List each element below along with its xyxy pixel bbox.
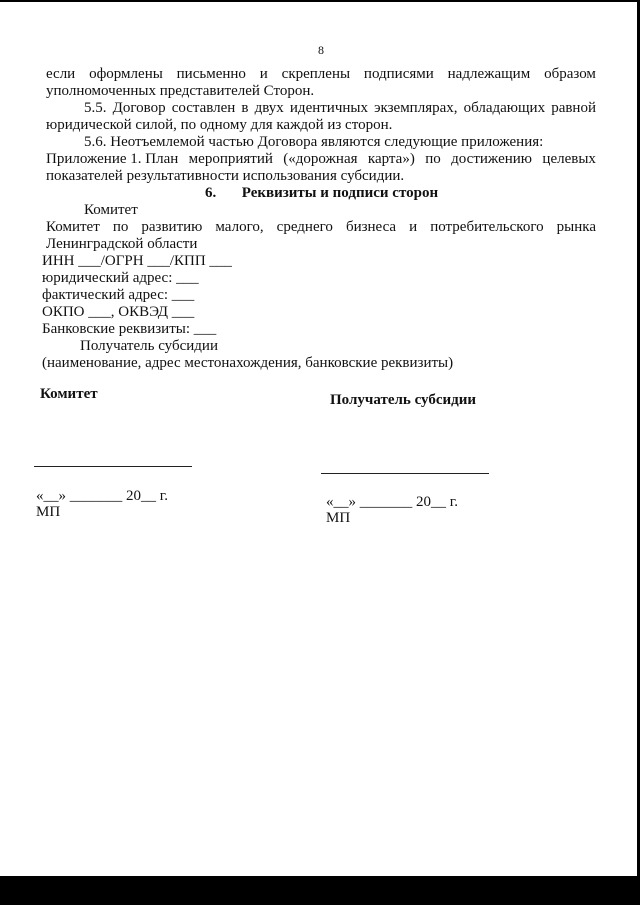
word: скреплены (281, 66, 351, 82)
word: двух (254, 100, 284, 116)
word: Комитет (46, 219, 100, 235)
word: малого, (215, 219, 264, 235)
p55-line1 (84, 101, 596, 116)
word: оформлены (89, 66, 163, 82)
inn-line: ИНН ___/ОГРН ___/КПП ___ (42, 253, 232, 269)
appendix-line2: показателей результативности использования субсидии. (46, 168, 405, 184)
appendix-line1 (46, 152, 596, 167)
word: по (425, 151, 441, 167)
committee-name-line2: Ленинградской области (46, 236, 198, 252)
committee-heading: Комитет (84, 202, 138, 218)
word: целевых (542, 151, 596, 167)
legal-address: юридический адрес: ___ (42, 270, 199, 286)
actual-address: фактический адрес: ___ (42, 287, 195, 303)
page-number: 8 (318, 43, 324, 57)
word: потребительского (430, 219, 544, 235)
scan-top-edge (0, 0, 640, 2)
word: обладающих (463, 100, 546, 116)
para1-line1 (46, 67, 596, 82)
word: письменно (176, 66, 246, 82)
word: среднего (276, 219, 333, 235)
section-number: 6. (205, 185, 217, 201)
sign-right-label: Получатель субсидии (330, 392, 477, 408)
section-title: Реквизиты и подписи сторон (241, 185, 439, 201)
committee-name-line1 (46, 220, 596, 235)
recipient-note: (наименование, адрес местонахождения, банковские реквизиты) (42, 355, 454, 371)
word: 5.5. (84, 100, 107, 116)
word: идентичных (289, 100, 368, 116)
word: и (259, 66, 268, 82)
signature-line-right (321, 473, 489, 474)
stamp-right: МП (326, 510, 351, 526)
word: составлен (171, 100, 236, 116)
word: подписями (363, 66, 434, 82)
word: мероприятий (188, 151, 273, 167)
word: экземплярах, (374, 100, 458, 116)
word: Приложение 1. План (46, 151, 179, 167)
word: если (46, 66, 76, 82)
word: («дорожная (283, 151, 358, 167)
sign-left-label: Комитет (40, 386, 98, 402)
word: равной (551, 100, 596, 116)
word: Договор (112, 100, 166, 116)
recipient-heading: Получатель субсидии (80, 338, 218, 354)
word: рынка (556, 219, 596, 235)
stamp-left: МП (36, 504, 61, 520)
word: карта») (367, 151, 415, 167)
word: в (241, 100, 249, 116)
word: бизнеса (345, 219, 397, 235)
para1-line2: уполномоченных представителей Сторон. (46, 83, 315, 99)
bank-details: Банковские реквизиты: ___ (42, 321, 217, 337)
word: развитию (141, 219, 203, 235)
date-left: «__» _______ 20__ г. (36, 488, 168, 504)
p56-line1: 5.6. Неотъемлемой частью Договора являются следующие приложения: (84, 134, 544, 150)
word: надлежащим (447, 66, 531, 82)
p55-line2: юридической силой, по одному для каждой из сторон. (46, 117, 393, 133)
signature-line-left (34, 466, 192, 467)
section-heading (205, 186, 438, 201)
date-right: «__» _______ 20__ г. (326, 494, 458, 510)
word: достижению (451, 151, 533, 167)
okpo-line: ОКПО ___, ОКВЭД ___ (42, 304, 195, 320)
word: и (409, 219, 418, 235)
scan-bottom-edge (0, 876, 640, 905)
word: образом (544, 66, 596, 82)
word: по (112, 219, 129, 235)
